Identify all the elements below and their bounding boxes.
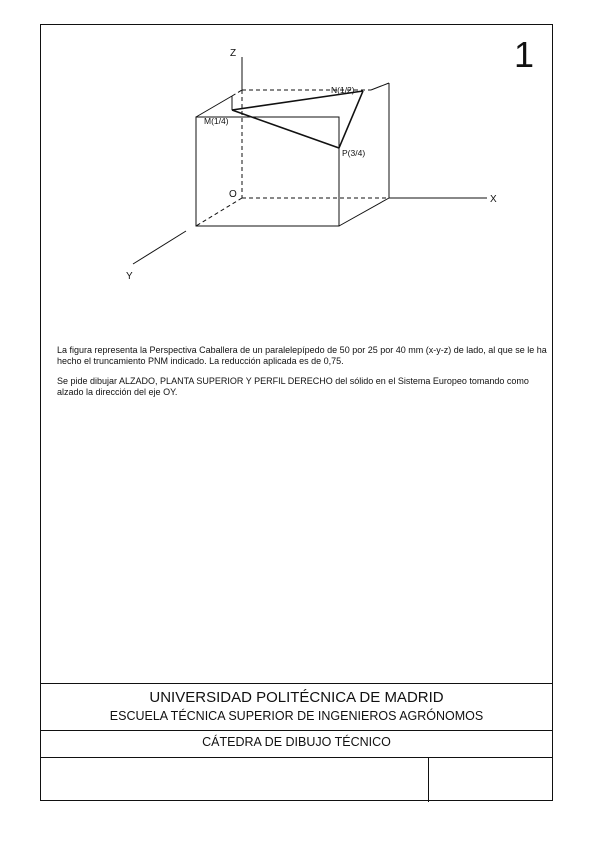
- y-axis-line: [133, 231, 186, 264]
- point-n-label: N(1/2): [331, 85, 355, 95]
- cell-divider: [428, 758, 429, 802]
- title-divider: [40, 757, 553, 758]
- point-m-label: M(1/4): [204, 116, 229, 126]
- x-axis-label: X: [490, 194, 497, 205]
- problem-statement: [57, 345, 547, 407]
- title-block: [40, 683, 553, 801]
- z-axis-label: Z: [230, 48, 237, 59]
- y-axis-label: Y: [126, 271, 133, 282]
- title-divider: [40, 730, 553, 731]
- truncation-plane-pnm: [232, 91, 363, 148]
- university-name: UNIVERSIDAD POLITÉCNICA DE MADRID: [149, 689, 444, 706]
- drawing-sheet: [40, 24, 553, 801]
- exercise-number: 1: [513, 34, 534, 75]
- school-name: ESCUELA TÉCNICA SUPERIOR DE INGENIEROS AGRÓNOMOS: [109, 709, 484, 723]
- statement-paragraph-1: La figura representa la Perspectiva Caballera de un paralelepípedo de 50 por 25 por 40 mm (x-y-z) de lado, al que se le ha hecho el truncamiento PNM indicado. La reducción aplicada es de 0,75.: [57, 345, 547, 366]
- cavalier-perspective-figure: [41, 25, 552, 325]
- department-name: CÁTEDRA DE DIBUJO TÉCNICO: [202, 735, 391, 749]
- origin-label: O: [229, 189, 237, 200]
- statement-paragraph-2: Se pide dibujar ALZADO, PLANTA SUPERIOR Y PERFIL DERECHO del sólido en el Sistema Europeo tomando como alzado la dirección del eje OY.: [57, 376, 529, 397]
- hidden-edges: [196, 90, 389, 226]
- point-p-label: P(3/4): [342, 148, 366, 158]
